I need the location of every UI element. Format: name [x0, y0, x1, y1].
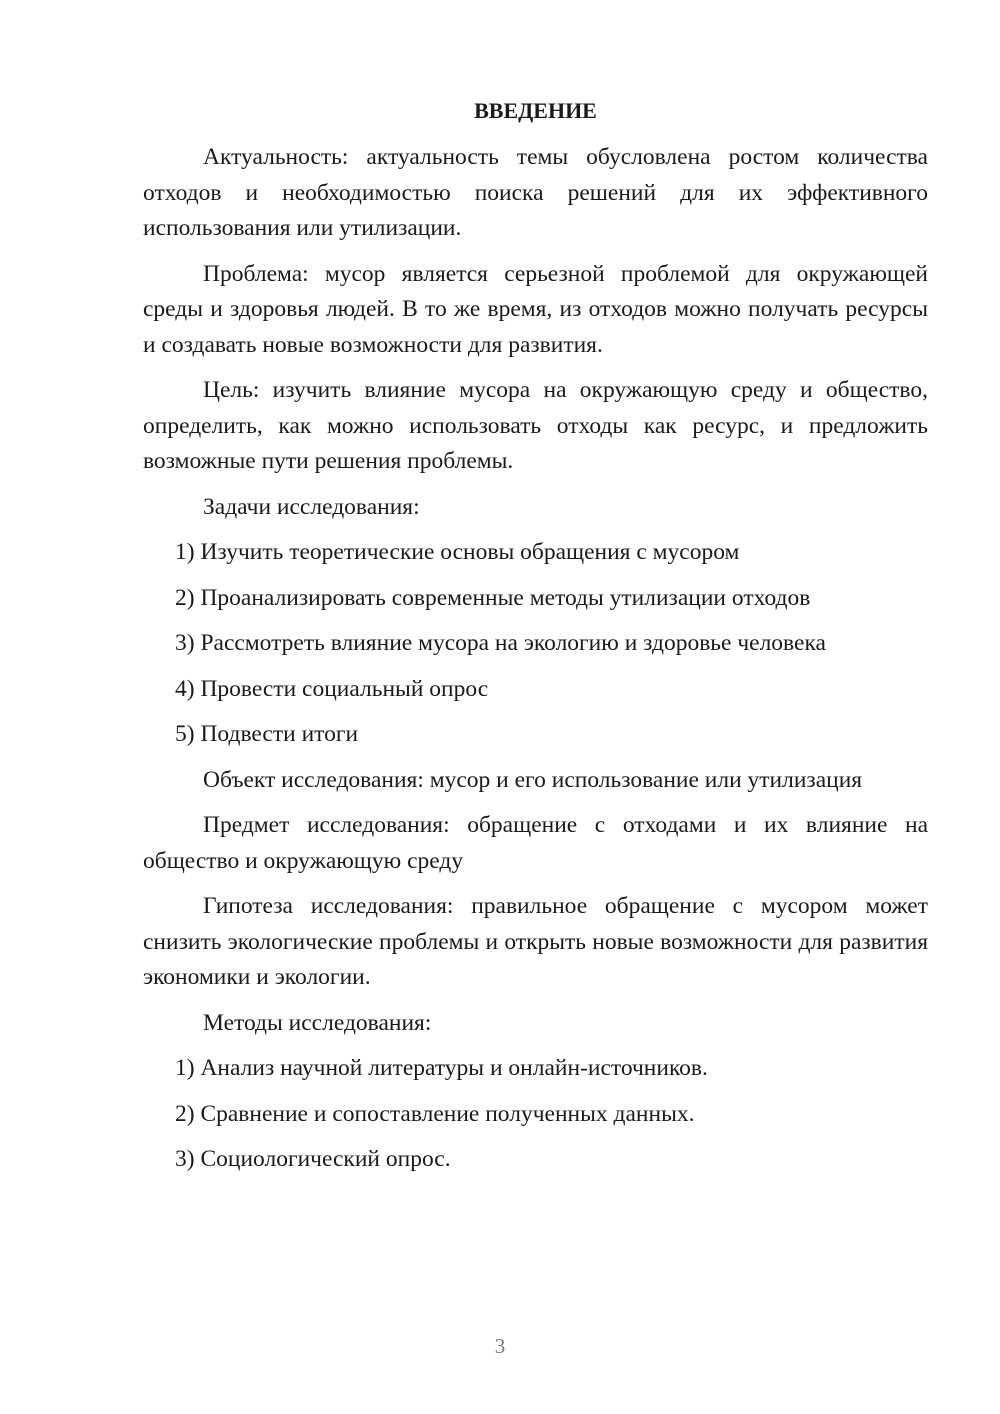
relevance-paragraph: Актуальность: актуальность темы обусловлена ростом количества отходов и необходимостью поиска решений для их эффективного использования или утилизации. [143, 144, 928, 241]
hypothesis-paragraph: Гипотеза исследования: правильное обращение с мусором может снизить экологические проблемы и открыть новые возможности для развития экономики и экологии. [143, 893, 928, 990]
task-item-5: 5) Подвести итоги [175, 721, 359, 747]
tasks-heading: Задачи исследования: [203, 493, 420, 520]
object-paragraph: Объект исследования: мусор и его использование или утилизация [203, 766, 863, 793]
subject-paragraph: Предмет исследования: обращение с отходами и их влияние на общество и окружающую среду [143, 812, 928, 874]
task-item-4: 4) Провести социальный опрос [175, 675, 489, 702]
method-item-1: 1) Анализ научной литературы и онлайн-источников. [175, 1055, 708, 1081]
task-item-1: 1) Изучить теоретические основы обращения с мусором [175, 539, 740, 565]
method-item-2: 2) Сравнение и сопоставление полученных данных. [175, 1100, 695, 1127]
page-content [143, 96, 928, 1188]
methods-heading: Методы исследования: [203, 1009, 432, 1036]
method-item-3: 3) Социологический опрос. [175, 1146, 451, 1172]
task-item-2: 2) Проанализировать современные методы утилизации отходов [175, 584, 811, 611]
goal-paragraph: Цель: изучить влияние мусора на окружающую среду и общество, определить, как можно использовать отходы как ресурс, и предложить возможные пути решения проблемы. [143, 377, 928, 474]
section-title: ВВЕДЕНИЕ [474, 98, 597, 123]
problem-paragraph: Проблема: мусор является серьезной проблемой для окружающей среды и здоровья людей. В то же время, из отходов можно получать ресурсы и создавать новые возможности для развития. [143, 260, 928, 358]
task-item-3: 3) Рассмотреть влияние мусора на экологию и здоровье человека [175, 630, 826, 656]
page-number: 3 [494, 1334, 506, 1358]
